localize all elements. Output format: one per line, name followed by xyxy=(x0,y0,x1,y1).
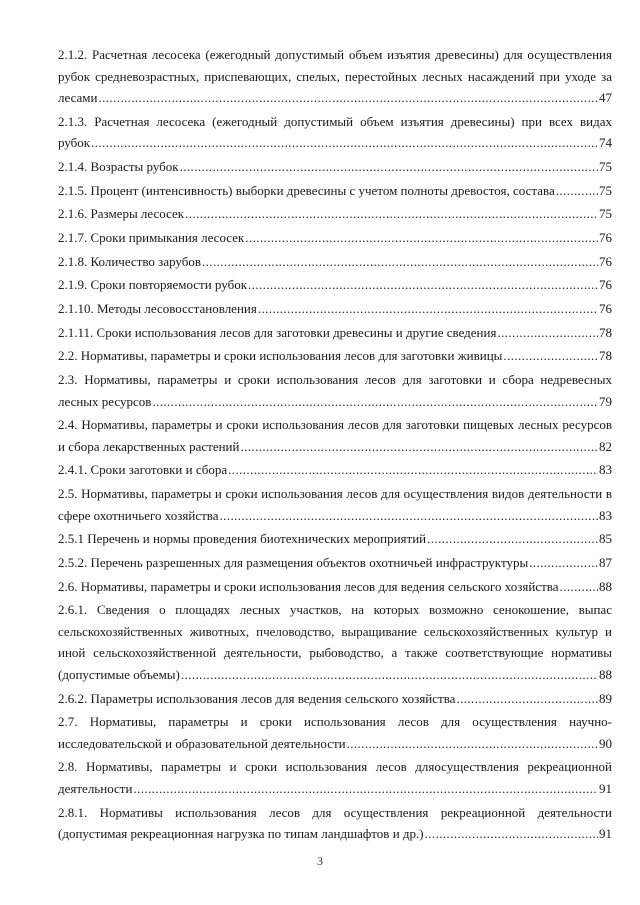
toc-entry-page-number: 83 xyxy=(599,507,612,523)
toc-entry-last-line xyxy=(58,322,612,344)
toc-entry xyxy=(58,552,612,574)
toc-entry-text-line: 2.6.1. Сведения о площадях лесных участков, на которых возможно сенокошение, выпас xyxy=(58,602,612,618)
toc-entry-page-number: 47 xyxy=(599,90,612,105)
toc-entry-last-line xyxy=(58,505,612,527)
toc-entry-text-line: 2.5. Нормативы, параметры и сроки использования лесов для осуществления видов деятельности в xyxy=(58,486,612,502)
toc-entry xyxy=(58,711,612,754)
toc-entry xyxy=(58,688,612,710)
dot-leader xyxy=(556,180,598,202)
toc-entry-last-line xyxy=(58,180,612,202)
toc-entry-page-number: 75 xyxy=(599,206,612,222)
toc-entry-title: 2.1.10. Методы лесовосстановления xyxy=(58,301,257,316)
toc-entry-last-line xyxy=(58,459,612,481)
dot-leader xyxy=(245,227,598,249)
toc-entry-text-line: 2.1.2. Расчетная лесосека (ежегодный допустимый объем изъятия древесины) для осуществления xyxy=(58,47,612,62)
toc-entry-page-number: 79 xyxy=(599,393,612,409)
toc-entry-page-number: 76 xyxy=(599,229,612,245)
dot-leader xyxy=(133,778,598,800)
dot-leader xyxy=(427,528,598,550)
dot-leader xyxy=(425,823,598,845)
toc-entry-title: рубок xyxy=(58,135,91,151)
toc-entry-page-number: 91 xyxy=(599,780,612,796)
dot-leader xyxy=(529,552,598,574)
toc-entry-title: 2.2. Нормативы, параметры и сроки использования лесов для заготовки живицы xyxy=(58,348,503,364)
dot-leader xyxy=(560,576,598,598)
toc-entry-title: лесами xyxy=(58,90,98,105)
toc-entry-text-line: 2.1.3. Расчетная лесосека (ежегодный допустимый объем изъятия древесины) при всех видах xyxy=(58,113,612,129)
toc-entry-title: (допустимые объемы) xyxy=(58,666,180,682)
toc-entry-last-line xyxy=(58,823,612,845)
dot-leader xyxy=(258,298,598,320)
toc-entry-title: 2.1.9. Сроки повторяемости рубок xyxy=(58,277,248,293)
toc-entry-page-number: 91 xyxy=(599,826,612,842)
toc-entry-text-line: 2.8.1. Нормативы использования лесов для осуществления рекреационной деятельности xyxy=(58,804,612,820)
toc-entry xyxy=(58,227,612,249)
dot-leader xyxy=(91,132,598,154)
toc-entry-title: (допустимая рекреационная нагрузка по типам ландшафтов и др.) xyxy=(58,826,424,842)
toc-entry-page-number: 74 xyxy=(599,135,612,151)
toc-entry xyxy=(58,345,612,367)
toc-entry-page-number: 82 xyxy=(599,438,612,454)
toc-entry xyxy=(58,203,612,225)
toc-entry-text-line: сельскохозяйственных животных, пчеловодство, выращивание сельскохозяйственных культур и xyxy=(58,623,612,639)
toc-entry-last-line xyxy=(58,203,612,225)
dot-leader xyxy=(152,391,598,413)
toc-entry-title: 2.1.7. Сроки примыкания лесосек xyxy=(58,229,245,245)
toc-entry-last-line xyxy=(58,345,612,367)
toc-entry-last-line xyxy=(58,733,612,755)
toc-entry-title: и сбора лекарственных растений xyxy=(58,438,240,454)
toc-entry-last-line xyxy=(58,552,612,574)
dot-leader xyxy=(202,251,598,273)
toc-entry-text-line: 2.4. Нормативы, параметры и сроки использования лесов для заготовки пищевых лесных ресурсов xyxy=(58,417,612,433)
page-number: 3 xyxy=(317,854,323,868)
dot-leader xyxy=(180,156,598,178)
toc-entry-page-number: 75 xyxy=(599,158,612,174)
toc-entry-page-number: 76 xyxy=(599,253,612,269)
toc-entry xyxy=(58,576,612,598)
toc-entry xyxy=(58,44,612,109)
toc-entry xyxy=(58,599,612,685)
toc-entry-title: 2.1.11. Сроки использования лесов для заготовки древесины и другие сведения xyxy=(58,324,497,340)
toc-entry-page-number: 88 xyxy=(599,666,612,682)
toc-entry-title: 2.6.2. Параметры использования лесов для ведения сельского хозяйства xyxy=(58,690,456,706)
toc-entry xyxy=(58,414,612,457)
toc-entry-title: 2.6. Нормативы, параметры и сроки использования лесов для ведения сельского хозяйства xyxy=(58,578,559,594)
toc-entry-title: 2.1.6. Размеры лесосек xyxy=(58,206,185,222)
toc-entry-title: исследовательской и образовательной деятельности xyxy=(58,735,346,751)
toc-entry-title: лесных ресурсов xyxy=(58,393,152,409)
dot-leader xyxy=(181,664,598,686)
toc-entry-title: 2.1.5. Процент (интенсивность) выборки древесины с учетом полноты древостоя, состава xyxy=(58,182,555,198)
toc-entry-page-number: 89 xyxy=(599,690,612,706)
toc-entry xyxy=(58,180,612,202)
toc-entry-last-line xyxy=(58,251,612,273)
dot-leader xyxy=(240,436,598,458)
toc-entry-last-line xyxy=(58,132,612,154)
toc-entry-last-line xyxy=(58,274,612,296)
toc-entry-page-number: 78 xyxy=(599,348,612,364)
table-of-contents xyxy=(58,44,612,847)
toc-entry-page-number: 90 xyxy=(599,735,612,751)
toc-entry xyxy=(58,369,612,412)
toc-entry-last-line xyxy=(58,87,612,109)
toc-entry-last-line xyxy=(58,298,612,320)
toc-entry-title: 2.5.1 Перечень и нормы проведения биотехнических мероприятий xyxy=(58,531,427,547)
dot-leader xyxy=(185,203,598,225)
toc-entry-page-number: 76 xyxy=(599,277,612,293)
dot-leader xyxy=(497,322,598,344)
toc-entry-title: 2.1.8. Количество зарубов xyxy=(58,253,201,269)
toc-entry-title: сфере охотничьего хозяйства xyxy=(58,507,219,523)
dot-leader xyxy=(503,345,598,367)
toc-entry-page-number: 87 xyxy=(599,555,612,570)
toc-entry-page-number: 88 xyxy=(599,578,612,594)
dot-leader xyxy=(228,459,598,481)
toc-entry xyxy=(58,322,612,344)
dot-leader xyxy=(220,505,598,527)
toc-entry-text-line: 2.3. Нормативы, параметры и сроки использования лесов для заготовки и сбора недревесных xyxy=(58,372,612,388)
toc-entry xyxy=(58,274,612,296)
toc-entry xyxy=(58,111,612,154)
toc-entry-page-number: 78 xyxy=(599,324,612,340)
toc-entry-last-line xyxy=(58,688,612,710)
toc-entry xyxy=(58,298,612,320)
toc-entry xyxy=(58,251,612,273)
toc-entry xyxy=(58,802,612,845)
toc-entry-last-line xyxy=(58,576,612,598)
dot-leader xyxy=(456,688,598,710)
toc-entry xyxy=(58,483,612,526)
toc-entry-last-line xyxy=(58,391,612,413)
toc-entry-page-number: 75 xyxy=(599,182,612,198)
toc-entry-title: 2.4.1. Сроки заготовки и сбора xyxy=(58,462,228,478)
toc-entry-last-line xyxy=(58,227,612,249)
toc-entry-last-line xyxy=(58,436,612,458)
toc-entry-last-line xyxy=(58,528,612,550)
toc-entry xyxy=(58,756,612,799)
toc-entry-page-number: 85 xyxy=(599,531,612,547)
toc-entry-last-line xyxy=(58,664,612,686)
toc-entry-title: деятельности xyxy=(58,780,133,796)
dot-leader xyxy=(347,733,598,755)
toc-entry-last-line xyxy=(58,156,612,178)
toc-entry-text-line: иной сельскохозяйственной деятельности, рыбоводство, а также соответствующие нормативы xyxy=(58,645,612,661)
toc-entry-page-number: 83 xyxy=(599,462,612,478)
toc-entry-title: 2.5.2. Перечень разрешенных для размещения объектов охотничьей инфраструктуры xyxy=(58,555,529,570)
toc-entry-page-number: 76 xyxy=(599,301,612,316)
toc-entry-last-line xyxy=(58,778,612,800)
toc-entry-title: 2.1.4. Возрасты рубок xyxy=(58,158,179,174)
dot-leader xyxy=(98,87,598,109)
dot-leader xyxy=(248,274,598,296)
toc-entry xyxy=(58,528,612,550)
toc-entry-text-line: 2.8. Нормативы, параметры и сроки использования лесов дляосуществления рекреационной xyxy=(58,759,612,775)
toc-entry-text-line: рубок средневозрастных, приспевающих, спелых, перестойных лесных насаждений при уходе за xyxy=(58,68,612,84)
toc-entry xyxy=(58,156,612,178)
toc-entry-text-line: 2.7. Нормативы, параметры и сроки использования лесов для осуществления научно- xyxy=(58,714,612,730)
toc-entry xyxy=(58,459,612,481)
